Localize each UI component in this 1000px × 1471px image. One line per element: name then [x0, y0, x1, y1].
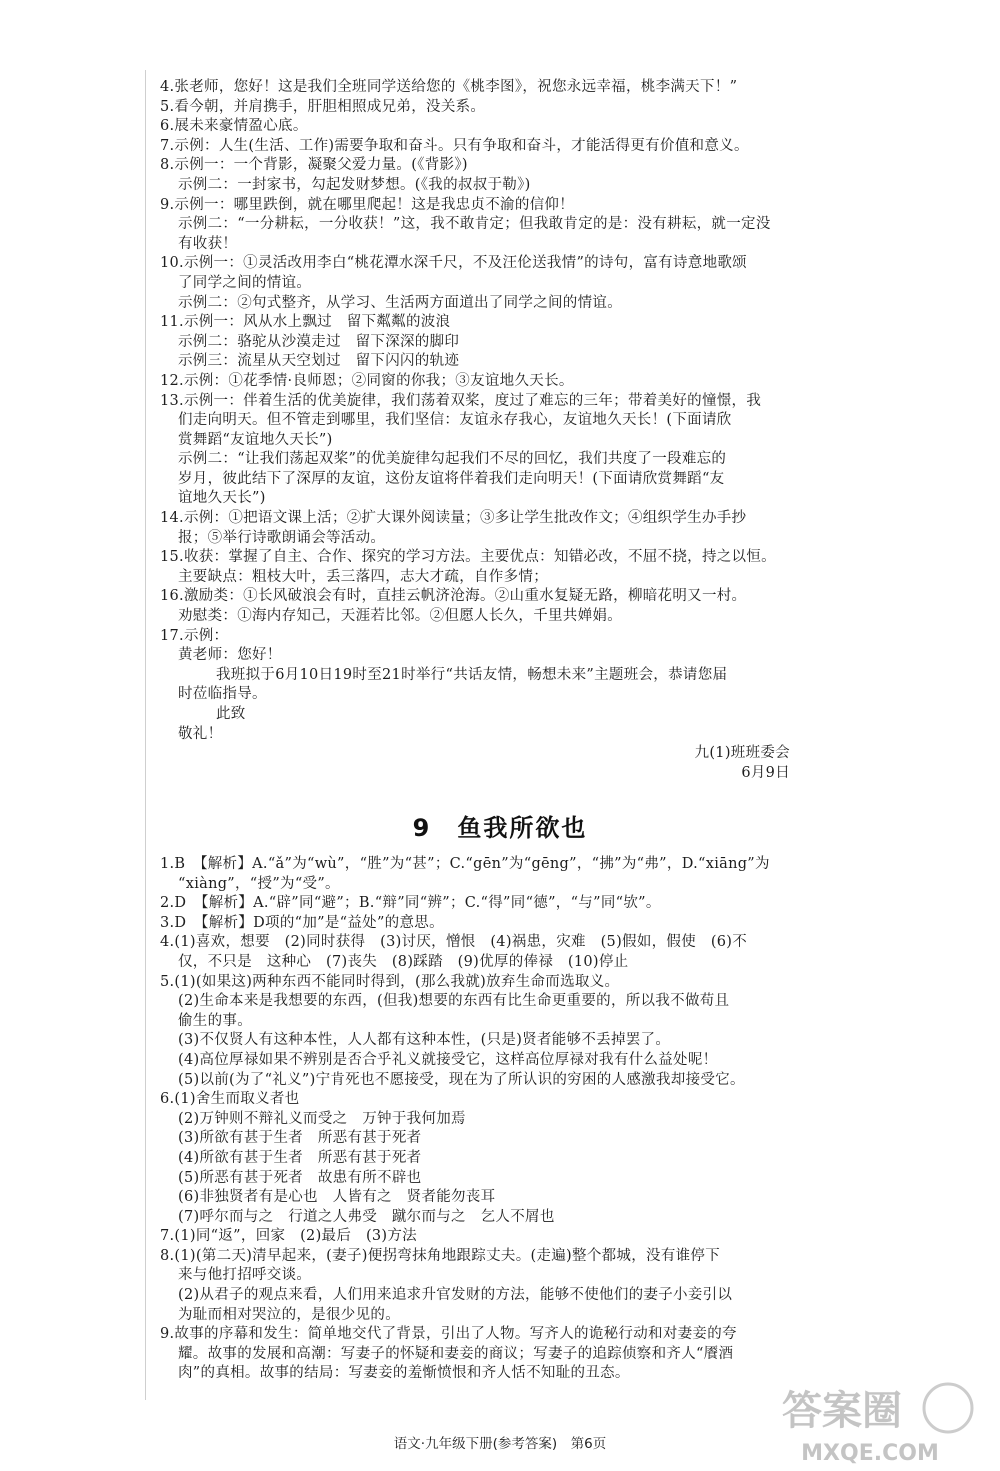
lesson-number: 9 [412, 814, 432, 842]
answer-b-line: 肉”的真相。故事的结局：写妻妾的羞惭愤恨和齐人恬不知耻的丑态。 [178, 1365, 630, 1382]
answer-b-line: (7)呼尔而与之 行道之人弗受 蹴尔而与之 乞人不屑也 [178, 1208, 555, 1225]
answer-b-line: “xiàng”，“授”为“受”。 [178, 875, 340, 892]
binding-margin-rule [145, 70, 146, 1400]
answer-b-line: 5.(1)(如果这)两种东西不能同时得到，(那么我就)放弃生命而选取义。 [160, 973, 620, 990]
answer-a-line: 主要缺点：粗枝大叶，丢三落四，志大才疏，自作多情； [178, 568, 548, 585]
answer-b-line: (5)所恶有甚于死者 故患有所不辟也 [178, 1169, 422, 1186]
answer-a-line: 了同学之间的情谊。 [178, 274, 312, 291]
answer-a-line: 6.展未来豪情盈心底。 [160, 118, 308, 135]
watermark-logo [752, 1378, 988, 1466]
answer-a-line: 岁月，彼此结下了深厚的友谊，这份友谊将伴着我们走向明天！(下面请欣赏舞蹈“友 [178, 470, 725, 487]
answer-a-line: 16.激励类：①长风破浪会有时，直挂云帆济沧海。②山重水复疑无路，柳暗花明又一村。 [160, 588, 747, 605]
answer-a-line: 8.示例一：一个背影，凝聚父爱力量。(《背影》) [160, 157, 468, 174]
answer-a-line: 5.看今朝，并肩携手，肝胆相照成兄弟，没关系。 [160, 98, 486, 115]
answer-a-line: 报；⑤举行诗歌朗诵会等活动。 [178, 529, 386, 546]
answer-a-line: 示例二：骆驼从沙漠走过 留下深深的脚印 [178, 333, 460, 350]
answer-a-line: 此致 [216, 706, 246, 722]
answer-b-line: 为耻而相对哭泣的，是很少见的。 [178, 1306, 400, 1323]
answer-b-line: 7.(1)同“返”，回家 (2)最后 (3)方法 [160, 1228, 417, 1245]
answer-b-line: 2.D 【解析】A.“辟”同“避”；B.“辩”同“辨”；C.“得”同“德”，“与”同“欤”。 [160, 895, 661, 912]
answer-a-line: 们走向明天。但不管走到哪里，我们坚信：友谊永存我心，友谊地久天长！(下面请欣 [178, 412, 732, 429]
answer-a-line: 九(1)班班委会 [694, 745, 790, 762]
answer-a-line: 11.示例一：风从水上飘过 留下粼粼的波浪 [160, 314, 451, 331]
answer-b-line: 8.(1)(第二天)清早起来，(妻子)便拐弯抹角地跟踪丈夫。(走遍)整个都城，没有谁停下 [160, 1247, 721, 1264]
answer-a-line: 6月9日 [741, 764, 790, 781]
answer-b-line: 来与他打招呼交谈。 [178, 1267, 312, 1284]
answer-b-line: (4)高位厚禄如果不辨别是否合乎礼义就接受它，这样高位厚禄对我有什么益处呢！ [178, 1051, 718, 1068]
answer-a-line: 劝慰类：①海内存知己，天涯若比邻。②但愿人长久，千里共婵娟。 [178, 608, 622, 625]
answer-b-line: (3)所欲有甚于生者 所恶有甚于死者 [178, 1130, 422, 1147]
answer-b-line: (2)生命本来是我想要的东西，(但我)想要的东西有比生命更重要的，所以我不做苟且 [178, 993, 730, 1010]
answer-a-line: 7.示例：人生(生活、工作)需要争取和奋斗。只有争取和奋斗，才能活得更有价值和意义。 [160, 137, 749, 154]
answer-a-line: 示例二：“让我们荡起双桨”的优美旋律勾起我们不尽的回忆，我们共度了一段难忘的 [178, 451, 727, 468]
answer-b-line: 3.D 【解析】D项的“加”是“益处”的意思。 [160, 914, 444, 931]
answer-b-line: (6)非独贤者有是心也 人皆有之 贤者能勿丧耳 [178, 1189, 496, 1206]
watermark-domain: MXQE.COM [801, 1441, 939, 1466]
answer-a-line: 时莅临指导。 [178, 686, 267, 703]
answer-a-line: 示例三：流星从天空划过 留下闪闪的轨迹 [178, 353, 460, 370]
answer-b-line: (2)从君子的观点来看，人们用来追求升官发财的方法，能够不使他们的妻子小妾引以 [178, 1287, 733, 1304]
answer-b-line: (2)万钟则不辩礼义而受之 万钟于我何加焉 [178, 1110, 466, 1127]
answer-a-line: 15.收获：掌握了自主、合作、探究的学习方法。主要优点：知错必改，不屈不挠，持之以恒。 [160, 549, 776, 566]
answer-a-line: 示例二：一封家书，勾起发财梦想。(《我的叔叔于勒》) [178, 176, 531, 193]
answer-a-line: 谊地久天长”) [178, 490, 266, 507]
lesson-name: 鱼我所欲也 [457, 814, 588, 842]
answer-a-line: 12.示例：①花季情·良师恩；②同窗的你我；③友谊地久天长。 [160, 372, 574, 389]
watermark-logo-text: 答案圈 [782, 1388, 902, 1434]
answer-b-line: 仅，不只是 这种心 (7)丧失 (8)踩踏 (9)优厚的俸禄 (10)停止 [178, 953, 629, 970]
answer-b-line: (5)以前(为了“礼义”)宁肯死也不愿接受，现在为了所认识的穷困的人感激我却接受它。 [178, 1071, 745, 1088]
answer-b-line: 偷生的事。 [178, 1012, 252, 1029]
answer-section-upper [160, 78, 800, 783]
answer-b-line: 9.故事的序幕和发生：简单地交代了背景，引出了人物。写齐人的诡秘行动和对妻妾的夸 [160, 1326, 737, 1343]
answer-a-line: 赏舞蹈“友谊地久天长”) [178, 431, 333, 448]
answer-a-line: 有收获！ [178, 235, 238, 252]
answer-b-line: (4)所欲有甚于生者 所恶有甚于死者 [178, 1149, 422, 1166]
answer-a-line: 4.张老师，您好！这是我们全班同学送给您的《桃李图》，祝您永远幸福，桃李满天下！” [160, 79, 738, 95]
answer-a-line: 敬礼！ [178, 725, 223, 742]
page-footer: 语文·九年级下册(参考答案) 第6页 [393, 1436, 607, 1452]
answer-a-line: 13.示例一：伴着生活的优美旋律，我们荡着双桨，度过了难忘的三年；带着美好的憧憬，我 [160, 392, 762, 409]
answer-a-line: 9.示例一：哪里跌倒，就在哪里爬起！这是我忠贞不渝的信仰！ [160, 196, 575, 213]
lesson-title [0, 808, 1000, 843]
answer-b-line: 6.(1)舍生而取义者也 [160, 1091, 300, 1108]
answer-b-line: 4.(1)喜欢，想要 (2)同时获得 (3)讨厌，憎恨 (4)祸患，灾难 (5)假如，假使 (6)不 [160, 934, 748, 951]
answer-a-line: 示例二：②句式整齐，从学习、生活两方面道出了同学之间的情谊。 [178, 294, 622, 311]
answer-section-lesson-9 [160, 855, 800, 1384]
answer-b-line: 耀。故事的发展和高潮：写妻子的怀疑和妻妾的商议；写妻子的追踪侦察和齐人“餍酒 [178, 1345, 734, 1362]
answer-b-line: 1.B 【解析】A.“ǎ”为“wù”，“胜”为“甚”；C.“gēn”为“gēng”，“拂”为“弗”，D.“xiāng”为 [160, 856, 770, 872]
answer-b-line: (3)不仅贤人有这种本性，人人都有这种本性，(只是)贤者能够不丢掉罢了。 [178, 1032, 671, 1049]
answer-a-line: 我班拟于6月10日19时至21时举行“共话友情，畅想未来”主题班会，恭请您届 [216, 666, 728, 683]
answer-a-line: 示例二：“一分耕耘，一分收获！”这，我不敢肯定；但我敢肯定的是：没有耕耘，就一定没 [178, 216, 771, 233]
answer-a-line: 14.示例：①把语文课上活；②扩大课外阅读量；③多让学生批改作文；④组织学生办手抄 [160, 510, 747, 527]
answer-a-line: 17.示例： [160, 627, 229, 644]
answer-a-line: 黄老师：您好！ [178, 647, 282, 664]
answer-a-line: 10.示例一：①灵活改用李白“桃花潭水深千尺，不及汪伦送我情”的诗句，富有诗意地歌颂 [160, 255, 747, 272]
